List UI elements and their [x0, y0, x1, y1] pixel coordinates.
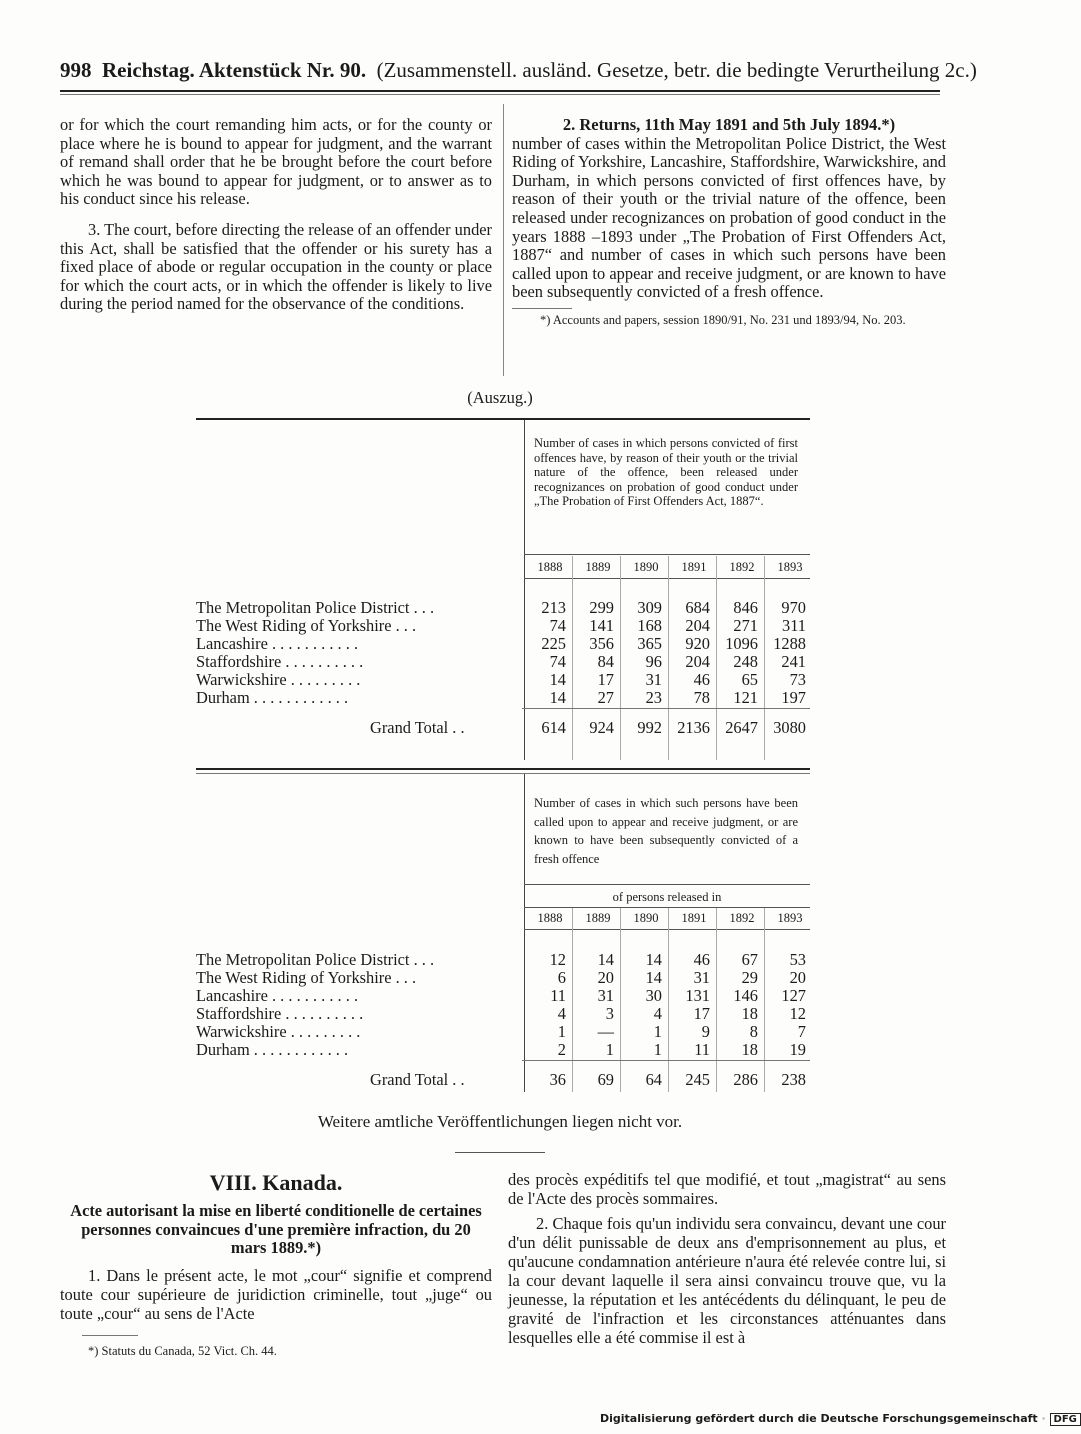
returns-heading: 2. Returns, 11th May 1891 and 5th July 1894.*): [562, 115, 896, 134]
cell: 74: [549, 652, 566, 671]
year-header: 1888: [537, 560, 563, 574]
no-further-publications: Weitere amtliche Veröffentlichungen liegen nicht vor.: [317, 1112, 683, 1131]
footer-credit: Digitalisierung gefördert durch die Deutsche Forschungsgemeinschaft · DFG: [600, 1412, 990, 1430]
year-header: 1893: [777, 560, 803, 574]
cell: 614: [541, 718, 566, 737]
cell: 9: [701, 1022, 710, 1041]
cell: 11: [550, 986, 566, 1005]
year-header: 1892: [729, 560, 755, 574]
dfg-logo: DFG: [1050, 1413, 1081, 1426]
cell: 3: [605, 1004, 614, 1023]
row-label: The West Riding of Yorkshire . . .: [196, 616, 417, 635]
table-released: [196, 410, 810, 770]
cell: 992: [637, 718, 662, 737]
cell: 141: [589, 616, 614, 635]
cell: 46: [693, 950, 710, 969]
cell: —: [597, 1022, 614, 1041]
footnote-rule: [512, 308, 572, 309]
total-label: Grand Total . .: [370, 718, 465, 737]
cell: 14: [549, 688, 566, 707]
cell: 7: [797, 1022, 806, 1041]
cell: 17: [597, 670, 614, 689]
cell: 1288: [773, 634, 806, 653]
year-header: 1890: [633, 560, 659, 574]
year-header: 1888: [537, 911, 563, 925]
header-subtitle: (Zusammenstell. ausländ. Gesetze, betr. die bedingte Verurtheilung 2c.): [376, 58, 977, 82]
cell: 248: [733, 652, 758, 671]
table-row: [196, 634, 816, 652]
cell: 4: [557, 1004, 566, 1023]
cell: 131: [685, 986, 710, 1005]
cell: 53: [789, 950, 806, 969]
row-label: Staffordshire . . . . . . . . . .: [196, 652, 364, 671]
table-row: [196, 616, 816, 634]
cell: 20: [597, 968, 614, 987]
cell: 31: [597, 986, 614, 1005]
canada-section-title: VIII. Kanada.: [209, 1170, 343, 1195]
cell: 1: [653, 1040, 662, 1059]
table2-years: [524, 911, 810, 929]
cell: 31: [693, 968, 710, 987]
cell: 96: [645, 652, 662, 671]
cell: 146: [733, 986, 758, 1005]
canada-right-paragraph-1: des procès expéditifs tel que modifié, et tout „magistrat“ au sens de l'Acte des procès sommaires.: [508, 1170, 946, 1208]
cell: 365: [637, 634, 662, 653]
cell: 121: [733, 688, 758, 707]
column-divider: [503, 104, 504, 376]
cell: 36: [549, 1070, 566, 1089]
year-header: 1892: [729, 911, 755, 925]
cell: 14: [645, 968, 662, 987]
cell: 309: [637, 598, 662, 617]
cell: 286: [733, 1070, 758, 1089]
cell: 12: [549, 950, 566, 969]
header-rule-thin: [60, 94, 940, 95]
row-label: The West Riding of Yorkshire . . .: [196, 968, 417, 987]
table1-total-rule: [522, 708, 810, 709]
cell: 2647: [725, 718, 758, 737]
cell: 970: [781, 598, 806, 617]
year-header: 1891: [681, 560, 707, 574]
page-header: [60, 58, 977, 83]
row-label: Staffordshire . . . . . . . . . .: [196, 1004, 364, 1023]
header-title: Reichstag. Aktenstück Nr. 90.: [102, 58, 367, 82]
cell: 1: [557, 1022, 566, 1041]
cell: 271: [733, 616, 758, 635]
cell: 846: [733, 598, 758, 617]
canada-right-paragraph-2: 2. Chaque fois qu'un individu sera convaincu, devant une cour d'un délit punissable de deux ans d'emprisonnement au plus, et qu'aucune condamnation antérieure n'aura été relevée contre lui, si la cour devant laquelle il sera ainsi convaincu trouve que, vu la jeunesse, la réputation et les antécédents du délinquant, le peu de gravité de l'infraction et les circonstances atténuantes dans lesquelles elle a été commise il est à: [508, 1214, 946, 1347]
cell: 20: [789, 968, 806, 987]
table1-stub-divider: [524, 420, 525, 760]
table2-subheader: of persons released in: [612, 890, 722, 904]
cell: 6: [557, 968, 566, 987]
table2-top-rule-thin: [196, 773, 810, 774]
cell: 311: [782, 616, 806, 635]
year-header: 1890: [633, 911, 659, 925]
cell: 73: [789, 670, 806, 689]
cell: 213: [541, 598, 566, 617]
row-label: Lancashire . . . . . . . . . . .: [196, 986, 359, 1005]
cell: 19: [789, 1040, 806, 1059]
cell: 27: [597, 688, 614, 707]
cell: 127: [781, 986, 806, 1005]
table-row: [196, 1022, 816, 1040]
cell: 46: [693, 670, 710, 689]
cell: 84: [597, 652, 614, 671]
cell: 1096: [725, 634, 758, 653]
cell: 3080: [773, 718, 806, 737]
table-row: [196, 968, 816, 986]
total-label: Grand Total . .: [370, 1070, 465, 1089]
returns-footnote: *) Accounts and papers, session 1890/91, No. 231 und 1893/94, No. 203.: [540, 312, 906, 327]
left-paragraph-2: 3. The court, before directing the release of an offender under this Act, shall be satisfied that the offender or his surety has a fixed place of abode or regular occupation in the county or place for which the court acts, or in which the offender is likely to live during the period named for the observance of the conditions.: [60, 219, 492, 314]
total-row: [196, 1070, 816, 1088]
cell: 8: [749, 1022, 758, 1041]
cell: 204: [685, 652, 710, 671]
canada-footnote: *) Statuts du Canada, 52 Vict. Ch. 44.: [88, 1343, 277, 1358]
cell: 78: [693, 688, 710, 707]
cell: 238: [781, 1070, 806, 1089]
left-column: [60, 116, 492, 314]
row-label: The Metropolitan Police District . . .: [196, 950, 435, 969]
table-row: [196, 652, 816, 670]
cell: 168: [637, 616, 662, 635]
table-row: [196, 986, 816, 1004]
cell: 356: [589, 634, 614, 653]
row-label: Lancashire . . . . . . . . . . .: [196, 634, 359, 653]
row-label: Warwickshire . . . . . . . . .: [196, 1022, 361, 1041]
table-row: [196, 1040, 816, 1058]
header-rule: [60, 90, 940, 92]
table-row: [196, 670, 816, 688]
year-header: 1889: [585, 560, 611, 574]
table2-caption: Number of cases in which such persons have been called upon to appear and receive judgment, or are known to have been subsequently convicted of a fresh offence: [534, 796, 798, 866]
table-row: [196, 950, 816, 968]
year-header: 1891: [681, 911, 707, 925]
cell: 2: [557, 1040, 566, 1059]
year-header: 1893: [777, 911, 803, 925]
row-label: Durham . . . . . . . . . . . .: [196, 688, 349, 707]
cell: 1: [605, 1040, 614, 1059]
cell: 2136: [677, 718, 710, 737]
cell: 67: [741, 950, 758, 969]
auszug-label: (Auszug.): [467, 388, 533, 407]
year-header: 1889: [585, 911, 611, 925]
row-label: The Metropolitan Police District . . .: [196, 598, 435, 617]
left-paragraph-1: or for which the court remanding him acts, or for the county or place where he is bound to appear for judgment, and the warrant of remand shall order that he be brought before the court before which he was bound to appear for judgment, or to answer as to his conduct since his release.: [60, 115, 492, 209]
canada-right-column: [508, 1170, 946, 1347]
cell: 204: [685, 616, 710, 635]
total-row: [196, 718, 816, 736]
canada-paragraph-1: 1. Dans le présent acte, le mot „cour“ signifie et comprend toute cour supérieure de juridiction criminelle, tout „juge“ ou toute „cour“ au sens de l'Acte: [60, 1265, 492, 1323]
table1-caption: Number of cases in which persons convicted of first offences have, by reason of their youth or the trivial nature of the offence, been released under recognizances on probation of good conduct under „The Probation of First Offenders Act, 1887“.: [534, 436, 798, 508]
right-column: [512, 116, 946, 328]
cell: 17: [693, 1004, 710, 1023]
cell: 69: [597, 1070, 614, 1089]
cell: 1: [653, 1022, 662, 1041]
cell: 14: [597, 950, 614, 969]
table2-years-rule: [524, 929, 810, 930]
cell: 11: [694, 1040, 710, 1059]
table-row: [196, 688, 816, 706]
cell: 4: [653, 1004, 662, 1023]
page-number: 998: [60, 58, 92, 82]
cell: 65: [741, 670, 758, 689]
cell: 225: [541, 634, 566, 653]
cell: 245: [685, 1070, 710, 1089]
canada-footnote-rule: [82, 1335, 138, 1336]
cell: 924: [589, 718, 614, 737]
cell: 29: [741, 968, 758, 987]
table2-total-rule: [522, 1060, 810, 1061]
cell: 30: [645, 986, 662, 1005]
table2-top-rule: [196, 768, 810, 770]
table-row: [196, 598, 816, 616]
canada-act-title: Acte autorisant la mise en liberté conditionelle de certaines personnes convaincues d'une première infraction, du 20 mars 1889.*): [70, 1201, 482, 1257]
table1-top-rule: [196, 418, 810, 420]
table1-years-rule: [524, 578, 810, 579]
cell: 14: [549, 670, 566, 689]
table-reconvicted: [196, 762, 810, 1102]
cell: 31: [645, 670, 662, 689]
table1-years: [524, 560, 810, 578]
row-label: Durham . . . . . . . . . . . .: [196, 1040, 349, 1059]
returns-body: number of cases within the Metropolitan Police District, the West Riding of Yorkshire, Lancashire, Staffordshire, Warwickshire, and Durham, in which persons convicted of first offences have, by reason of their youth or the trivial nature of the offence, been released under recognizances on probation of good conduct in the years 1888 –1893 under „The Probation of First Offenders Act, 1887“ and number of cases in which such persons have been called upon to appear and receive judgment, or are known to have been subsequently convicted of a fresh offence.: [512, 133, 946, 302]
footer-credit-text: Digitalisierung gefördert durch die Deutsche Forschungsgemeinschaft: [600, 1412, 1038, 1425]
cell: 14: [645, 950, 662, 969]
cell: 74: [549, 616, 566, 635]
table2-subheader-rule: [524, 907, 810, 908]
section-separator: [455, 1152, 545, 1153]
cell: 18: [741, 1004, 758, 1023]
table1-caption-rule: [524, 554, 810, 555]
cell: 299: [589, 598, 614, 617]
cell: 197: [781, 688, 806, 707]
cell: 18: [741, 1040, 758, 1059]
row-label: Warwickshire . . . . . . . . .: [196, 670, 361, 689]
canada-left-column: [60, 1170, 492, 1359]
cell: 23: [645, 688, 662, 707]
table2-caption-rule: [524, 884, 810, 885]
cell: 241: [781, 652, 806, 671]
cell: 64: [645, 1070, 662, 1089]
table-row: [196, 1004, 816, 1022]
cell: 684: [685, 598, 710, 617]
cell: 920: [685, 634, 710, 653]
cell: 12: [789, 1004, 806, 1023]
